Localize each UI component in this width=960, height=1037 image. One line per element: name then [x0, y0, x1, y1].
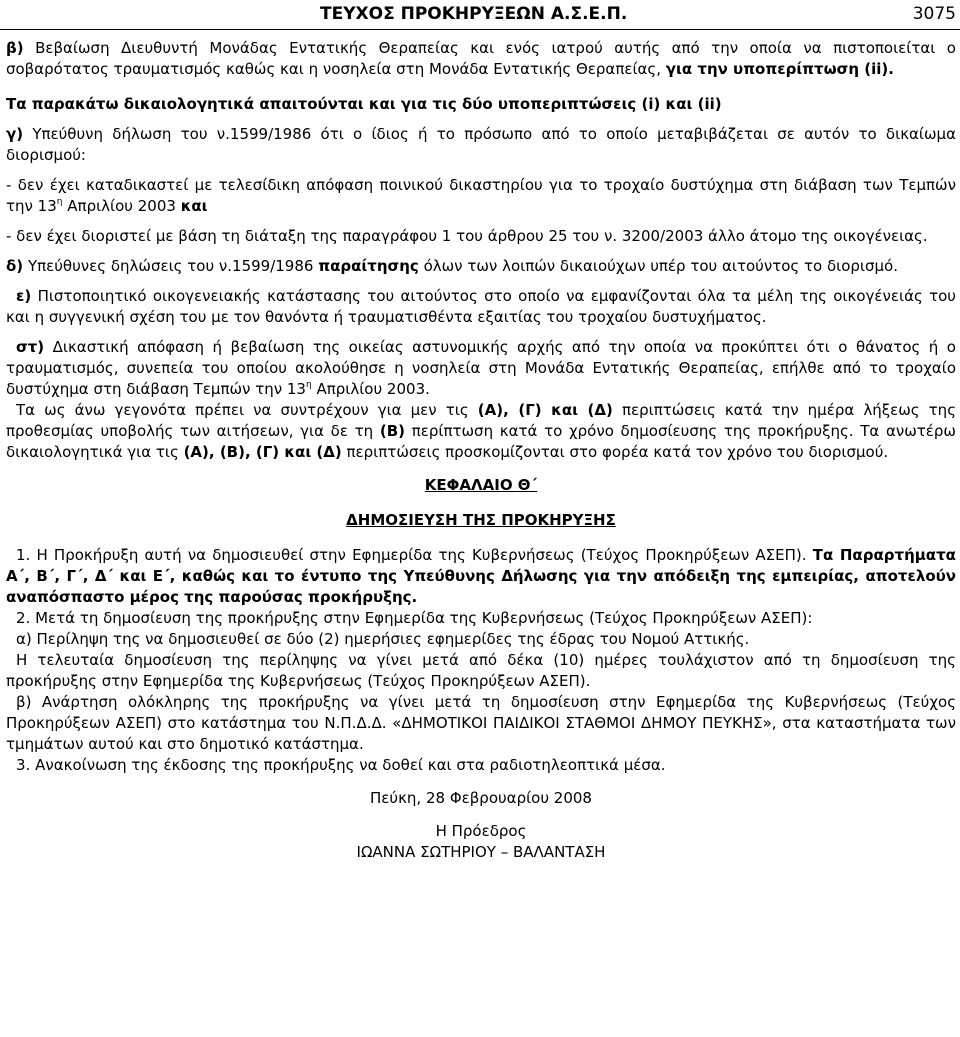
item-2-b: β) Ανάρτηση ολόκληρης της προκήρυξης να γίνει μετά τη δημοσίευση στην Εφημερίδα της Κυβερνήσεως (Τεύχος Προκηρύξεων ΑΣΕΠ) στο κατάστημα του Ν.Π.Δ.Δ. «ΔΗΜΟΤΙΚΟΙ ΠΑΙΔΙΚΟΙ ΣΤΑΘΜΟΙ ΔΗΜΟΥ ΠΕΥΚΗΣ», στα καταστήματα των τμημάτων αυτού και στο δημοτικό κατάστημα.	[6, 693, 956, 753]
paragraph-g-item-1	[6, 175, 956, 217]
paragraph-st	[6, 337, 956, 400]
label-d: δ)	[6, 257, 24, 275]
paragraph-g	[6, 124, 956, 166]
facts-bold-1: (Α), (Γ) και (Δ)	[477, 401, 613, 419]
item-1-bold-text: Τα Παραρτήματα Α΄, Β΄, Γ΄, Δ΄ και Ε΄, καθώς και το έντυπο της Υπεύθυνης Δήλωσης για την απόδειξη της εμπειρίας, αποτελούν αναπόσπαστο μέρος της παρούσας προκήρυξης.	[6, 546, 956, 606]
label-st: στ)	[16, 338, 45, 356]
facts-text-4: περιπτώσεις προσκομίζονται στο φορέα κατά τον χρόνο του διορισμού.	[346, 443, 889, 461]
facts-bold-3: (Α), (Β), (Γ) και (Δ)	[183, 443, 342, 461]
signature-name: ΙΩΑΝΝΑ ΣΩΤΗΡΙΟΥ – ΒΑΛΑΝΤΑΣΗ	[356, 843, 606, 861]
paragraph-st-tail: Απριλίου 2003.	[316, 380, 430, 398]
chapter-heading	[6, 475, 956, 531]
paragraph-e	[6, 286, 956, 328]
paragraph-d-bold: παραίτησης	[318, 257, 419, 275]
item-1-tail: Απριλίου 2003	[67, 197, 176, 215]
paragraph-d-text-before: Υπεύθυνες δηλώσεις του ν.1599/1986	[27, 257, 314, 275]
page-number: 3075	[912, 4, 956, 24]
facts-paragraph	[6, 400, 956, 463]
page-header	[0, 0, 960, 30]
item-2: 2. Μετά τη δημοσίευση της προκήρυξης στην Εφημερίδα της Κυβερνήσεως (Τεύχος Προκηρύξεων ΑΣΕΠ):	[16, 609, 813, 627]
paragraph-b	[6, 38, 956, 80]
paragraph-b-text: Βεβαίωση Διευθυντή Μονάδας Εντατικής Θεραπείας και ενός ιατρού αυτής από την οποία να πιστοποιείται ο σοβαρότατος τραυματισμός καθώς και η νοσηλεία στη Μονάδα Εντατικής Θεραπείας,	[6, 39, 956, 78]
paragraph-st-text: Δικαστική απόφαση ή βεβαίωση της οικείας αστυνομικής αρχής από την οποία να προκύπτει ότι ο θάνατος ή ο τραυματισμός, συνεπεία του οποίου ακολούθησε η νοσηλεία στη Μονάδα Εντατικής Θεραπείας, επήλθε από το τροχαίο δυστύχημα στη διάβαση Τεμπών την 13	[6, 338, 956, 398]
paragraph-e-text: Πιστοποιητικό οικογενειακής κατάστασης του αιτούντος στο οποίο να εμφανίζονται όλα τα μέλη της οικογένειάς του και η συγγενική σχέση του με τον θανόντα ή τραυματισθέντα εξαιτίας του τροχαίου δυστυχήματος.	[6, 287, 956, 326]
header-rule	[0, 29, 960, 30]
paragraph-d-text-after: όλων των λοιπών δικαιούχων υπέρ του αιτούντος το διορισμό.	[423, 257, 898, 275]
item-1-text: - δεν έχει καταδικαστεί με τελεσίδικη απόφαση ποινικού δικαστηρίου για το τροχαίο δυστύχημα στη διάβαση των Τεμπών την 13	[6, 176, 956, 215]
facts-text-2: περιπτώσεις κατά την ημέρα λήξεως της προθεσμίας υποβολής των αιτήσεων, για δε τη	[6, 401, 956, 440]
item-2-a: α) Περίληψη της να δημοσιευθεί σε δύο (2) ημερήσιες εφημερίδες της έδρας του Νομού Αττικής.	[16, 630, 750, 648]
chapter-subtitle: ΔΗΜΟΣΙΕΥΣΗ ΤΗΣ ΠΡΟΚΗΡΥΞΗΣ	[346, 511, 616, 529]
signature-role: Η Πρόεδρος	[435, 822, 527, 840]
facts-text-3: περίπτωση κατά το χρόνο δημοσίευσης της προκήρυξης. Τα ανωτέρω δικαιολογητικά για τις	[6, 422, 956, 461]
item-3: 3. Ανακοίνωση της έκδοσης της προκήρυξης να δοθεί και στα ραδιοτηλεοπτικά μέσα.	[16, 756, 666, 774]
label-e: ε)	[16, 287, 32, 305]
publication-title: ΤΕΥΧΟΣ ΠΡΟΚΗΡΥΞΕΩΝ Α.Σ.Ε.Π.	[320, 4, 628, 24]
paragraph-b-bold: για την υποπερίπτωση (ii).	[665, 60, 894, 78]
chapter-title: ΚΕΦΑΛΑΙΟ Θ΄	[424, 476, 538, 494]
item-1-sup: η	[56, 197, 63, 207]
document-body	[6, 38, 956, 863]
facts-bold-2: (Β)	[379, 422, 406, 440]
paragraph-st-sup: η	[305, 380, 312, 390]
paragraph-d	[6, 256, 956, 277]
item-1	[6, 545, 956, 608]
paragraph-g-text: Υπεύθυνη δήλωση του ν.1599/1986 ότι ο ίδιος ή το πρόσωπο από το οποίο μεταβιβάζεται σε αυτόν το δικαίωμα διορισμού:	[6, 125, 956, 164]
signature-place-date: Πεύκη, 28 Φεβρουαρίου 2008	[370, 789, 592, 807]
label-b: β)	[6, 39, 24, 57]
paragraph-g-item-2: - δεν έχει διοριστεί με βάση τη διάταξη της παραγράφου 1 του άρθρου 25 του ν. 3200/2003 άλλο άτομο της οικογένειας.	[6, 227, 928, 245]
label-g: γ)	[6, 125, 24, 143]
item-1-body: 1. Η Προκήρυξη αυτή να δημοσιευθεί στην Εφημερίδα της Κυβερνήσεως (Τεύχος Προκηρύξεων ΑΣΕΠ).	[16, 546, 807, 564]
common-documents-heading: Τα παρακάτω δικαιολογητικά απαιτούνται και για τις δύο υποπεριπτώσεις (i) και (ii)	[6, 95, 722, 113]
item-1-bold: και	[180, 197, 208, 215]
item-2-a-note: Η τελευταία δημοσίευση της περίληψης να γίνει μετά από δέκα (10) ημέρες τουλάχιστον από τη δημοσίευση της προκήρυξης στην Εφημερίδα της Κυβερνήσεως (Τεύχος Προκηρύξεων ΑΣΕΠ).	[6, 651, 956, 690]
facts-text-1: Τα ως άνω γεγονότα πρέπει να συντρέχουν για μεν τις	[16, 401, 469, 419]
